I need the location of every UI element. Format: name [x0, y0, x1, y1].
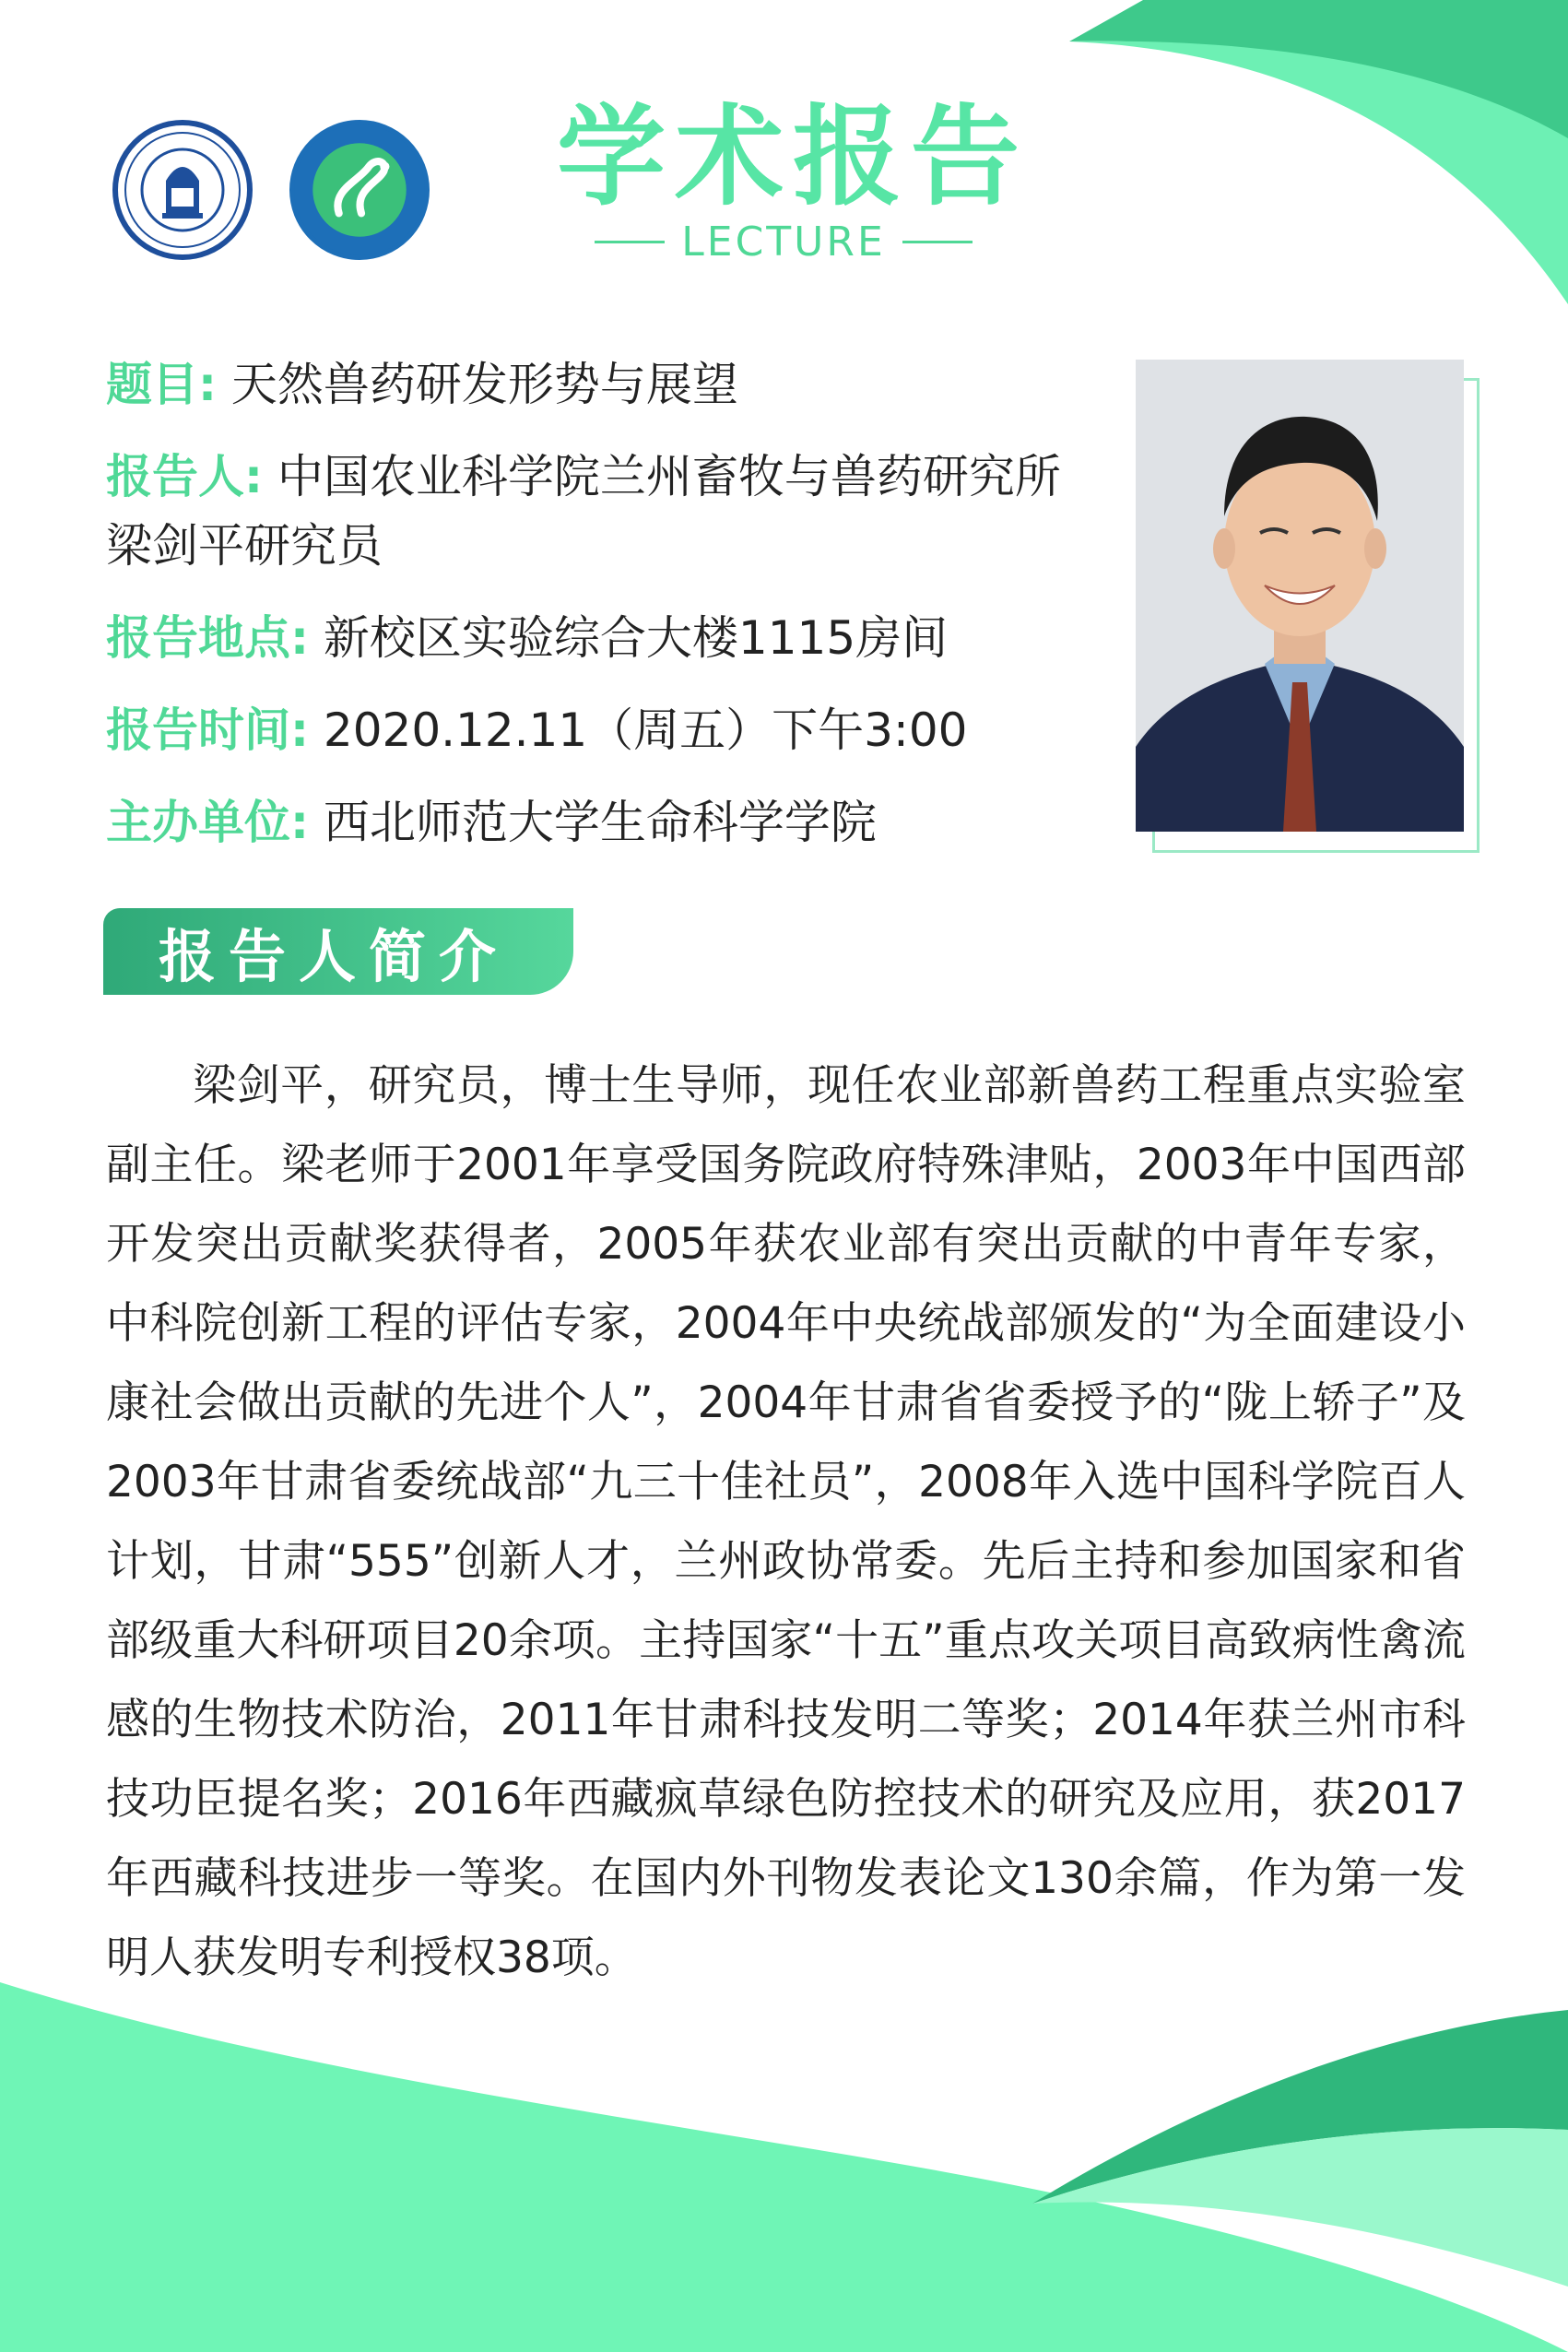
section-title: 报告人简介 — [159, 922, 510, 990]
page-subtitle — [595, 214, 973, 269]
info-topic-label: 题目: — [106, 358, 217, 411]
info-location-value: 新校区实验综合大楼1115房间 — [309, 611, 949, 665]
info-speaker — [106, 447, 1061, 506]
info-topic-value: 天然兽药研发形势与展望 — [217, 358, 738, 411]
subtitle-rule-right — [902, 241, 973, 243]
info-host-label: 主办单位: — [106, 796, 309, 849]
info-time-value: 2020.12.11（周五）下午3:00 — [309, 703, 968, 757]
university-logo — [112, 120, 253, 260]
info-host-value: 西北师范大学生命科学学院 — [309, 796, 877, 849]
info-speaker-label: 报告人: — [106, 450, 263, 503]
college-logo — [289, 120, 430, 260]
info-speaker-value: 中国农业科学院兰州畜牧与兽药研究所 — [263, 450, 1061, 503]
subtitle-rule-left — [595, 241, 665, 243]
info-speaker-name: 梁剑平研究员 — [106, 519, 383, 573]
info-time-label: 报告时间: — [106, 703, 309, 757]
info-time — [106, 701, 967, 760]
info-location — [106, 609, 948, 668]
info-topic — [106, 355, 738, 414]
page-title: 学术报告 — [556, 93, 1029, 220]
speaker-photo — [1136, 360, 1464, 832]
info-host — [106, 793, 877, 852]
subtitle-text: LECTURE — [681, 218, 886, 266]
section-banner — [103, 908, 573, 995]
speaker-bio — [106, 1046, 1466, 1998]
bio-paragraph: 梁剑平，研究员，博士生导师，现任农业部新兽药工程重点实验室副主任。梁老师于2001年享受国务院政府特殊津贴，2003年中国西部开发突出贡献奖获得者，2005年获农业部有突出贡献的中青年专家，中科院创新工程的评估专家，2004年中央统战部颁发的“为全面建设小康社会做出贡献的先进个人”，2004年甘肃省省委授予的“陇上轿子”及2003年甘肃省委统战部“九三十佳社员”，2008年入选中国科学院百人计划，甘肃“555”创新人才，兰州政协常委。先后主持和参加国家和省部级重大科研项目20余项。主持国家“十五”重点攻关项目高致病性禽流感的生物技术防治，2011年甘肃科技发明二等奖；2014年获兰州市科技功臣提名奖；2016年西藏疯草绿色防控技术的研究及应用，获2017年西藏科技进步一等奖。在国内外刊物发表论文130余篇，作为第一发明人获发明专利授权38项。 — [106, 1060, 1466, 1983]
info-location-label: 报告地点: — [106, 611, 309, 665]
